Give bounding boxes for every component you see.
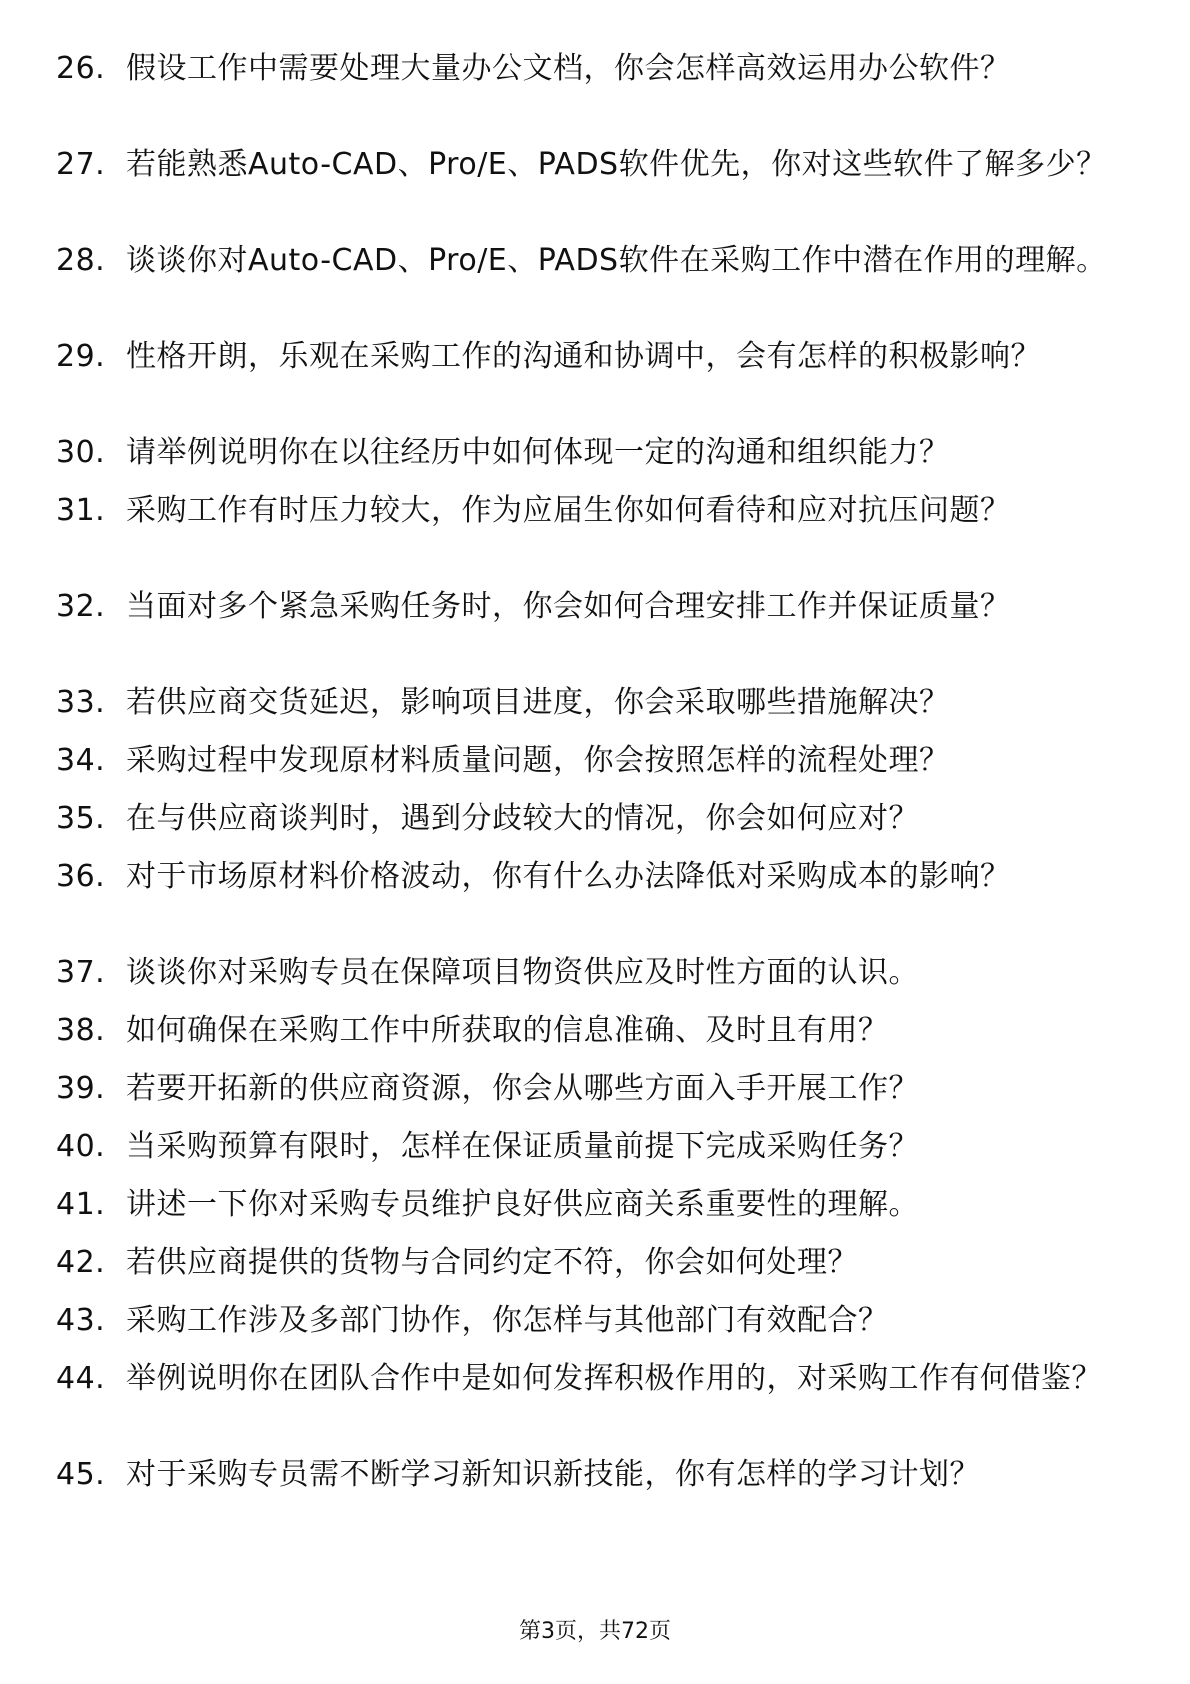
list-item <box>56 1358 1116 1400</box>
question-number: 40. <box>56 1129 106 1164</box>
question-number: 45. <box>56 1457 106 1492</box>
question-number: 29. <box>56 339 106 374</box>
question-text: 谈谈你对Auto-CAD、Pro/E、PADS软件在采购工作中潜在作用的理解。 <box>126 243 1107 278</box>
list-item <box>56 432 1116 474</box>
list-item <box>56 740 1116 782</box>
question-text: 采购过程中发现原材料质量问题，你会按照怎样的流程处理？ <box>126 743 950 778</box>
list-item <box>56 240 1116 282</box>
list-item <box>56 1068 1116 1110</box>
question-number: 39. <box>56 1071 106 1106</box>
question-text: 对于采购专员需不断学习新知识新技能，你有怎样的学习计划？ <box>126 1457 980 1492</box>
list-item <box>56 1300 1116 1342</box>
question-text: 举例说明你在团队合作中是如何发挥积极作用的，对采购工作有何借鉴？ <box>126 1361 1102 1396</box>
question-number: 26. <box>56 51 106 86</box>
list-item <box>56 1242 1116 1284</box>
question-text: 当采购预算有限时，怎样在保证质量前提下完成采购任务？ <box>126 1129 919 1164</box>
list-item <box>56 586 1116 628</box>
list-item <box>56 952 1116 994</box>
question-text: 对于市场原材料价格波动，你有什么办法降低对采购成本的影响？ <box>126 859 1011 894</box>
question-text: 采购工作涉及多部门协作，你怎样与其他部门有效配合？ <box>126 1303 889 1338</box>
question-number: 42. <box>56 1245 106 1280</box>
question-text: 讲述一下你对采购专员维护良好供应商关系重要性的理解。 <box>126 1187 919 1222</box>
page-footer: 第3页，共72页 <box>519 1619 671 1644</box>
question-text: 请举例说明你在以往经历中如何体现一定的沟通和组织能力？ <box>126 435 950 470</box>
list-item <box>56 1010 1116 1052</box>
question-number: 43. <box>56 1303 106 1338</box>
question-text: 若能熟悉Auto-CAD、Pro/E、PADS软件优先，你对这些软件了解多少？ <box>126 147 1107 182</box>
question-number: 37. <box>56 955 106 990</box>
question-text: 在与供应商谈判时，遇到分歧较大的情况，你会如何应对？ <box>126 801 919 836</box>
list-item <box>56 798 1116 840</box>
list-item <box>56 1126 1116 1168</box>
list-item <box>56 682 1116 724</box>
list-item <box>56 144 1116 186</box>
question-text: 当面对多个紧急采购任务时，你会如何合理安排工作并保证质量？ <box>126 589 1011 624</box>
question-text: 如何确保在采购工作中所获取的信息准确、及时且有用？ <box>126 1013 889 1048</box>
question-number: 35. <box>56 801 106 836</box>
question-number: 36. <box>56 859 106 894</box>
question-number: 41. <box>56 1187 106 1222</box>
question-number: 33. <box>56 685 106 720</box>
question-text: 若供应商提供的货物与合同约定不符，你会如何处理？ <box>126 1245 858 1280</box>
question-number: 38. <box>56 1013 106 1048</box>
question-number: 34. <box>56 743 106 778</box>
question-text: 假设工作中需要处理大量办公文档，你会怎样高效运用办公软件？ <box>126 51 1011 86</box>
question-text: 采购工作有时压力较大，作为应届生你如何看待和应对抗压问题？ <box>126 493 1011 528</box>
question-text: 性格开朗，乐观在采购工作的沟通和协调中，会有怎样的积极影响？ <box>126 339 1041 374</box>
question-number: 30. <box>56 435 106 470</box>
list-item <box>56 856 1116 898</box>
question-text: 谈谈你对采购专员在保障项目物资供应及时性方面的认识。 <box>126 955 919 990</box>
question-text: 若要开拓新的供应商资源，你会从哪些方面入手开展工作？ <box>126 1071 919 1106</box>
question-number: 28. <box>56 243 106 278</box>
list-item <box>56 490 1116 532</box>
question-text: 若供应商交货延迟，影响项目进度，你会采取哪些措施解决？ <box>126 685 950 720</box>
list-item <box>56 336 1116 378</box>
question-number: 31. <box>56 493 106 528</box>
question-number: 32. <box>56 589 106 624</box>
list-item <box>56 1454 1116 1496</box>
question-number: 44. <box>56 1361 106 1396</box>
question-number: 27. <box>56 147 106 182</box>
list-item <box>56 48 1116 90</box>
list-item <box>56 1184 1116 1226</box>
